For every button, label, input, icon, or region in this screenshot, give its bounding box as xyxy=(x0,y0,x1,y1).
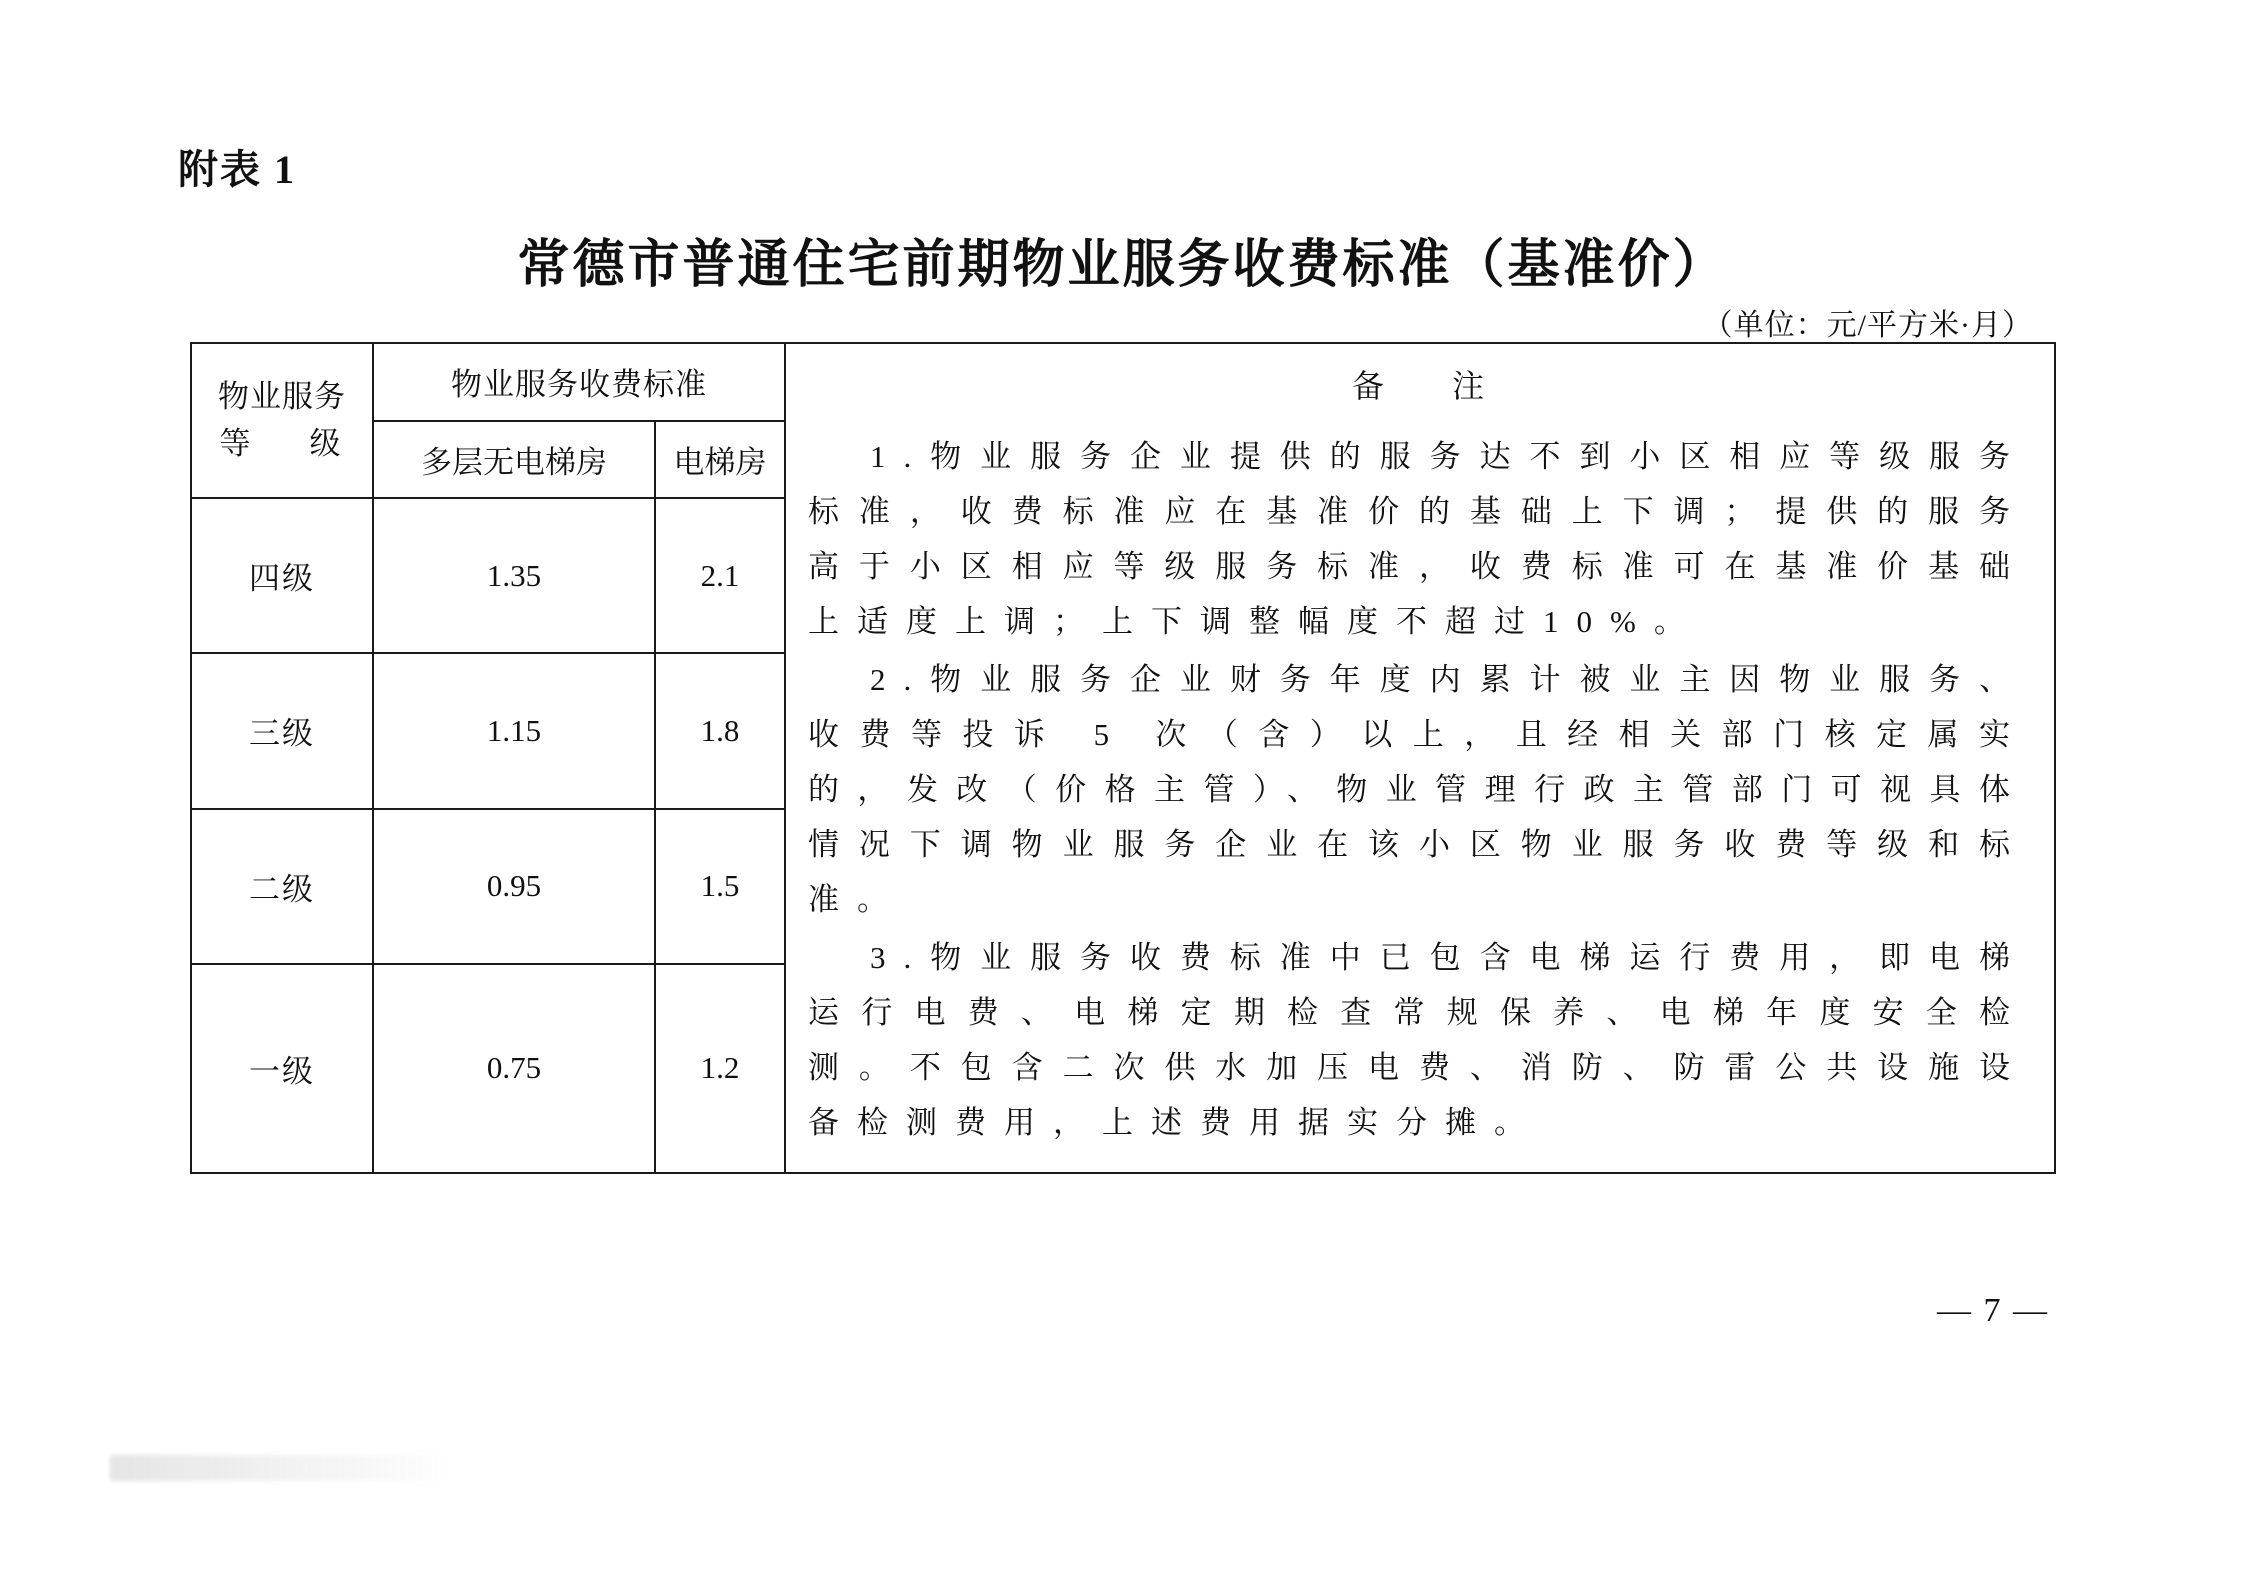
remarks-title: 备 注 xyxy=(1351,368,1502,404)
grade-value: 二级 xyxy=(191,809,373,964)
header-grade-line2: 等 级 xyxy=(219,425,355,461)
no-elevator-value: 0.95 xyxy=(373,809,655,964)
remark-item-3: 3.物业服务收费标准中已包含电梯运行费用，即电梯运行电费、电梯定期检查常规保养、电梯年度安全检测。不包含二次供水加压电费、消防、防雷公共设施设备检测费用，上述费用据实分摊。 xyxy=(808,939,2028,1141)
scan-artifact xyxy=(110,1455,440,1481)
grade-value: 三级 xyxy=(191,653,373,808)
table-header-row xyxy=(191,343,2055,421)
elevator-value: 1.5 xyxy=(655,809,785,964)
fee-standard-table xyxy=(190,342,2056,1174)
remark-item-2: 2.物业服务企业财务年度内累计被业主因物业服务、收费等投诉 5 次（含）以上，且经相关部门核定属实的，发改（价格主管）、物业管理行政主管部门可视具体情况下调物业服务企业在该小区物业服务收费等级和标准。 xyxy=(808,661,2028,918)
grade-value: 一级 xyxy=(191,964,373,1174)
no-elevator-value: 1.15 xyxy=(373,653,655,808)
elevator-value: 2.1 xyxy=(655,498,785,653)
no-elevator-value: 1.35 xyxy=(373,498,655,653)
header-elevator: 电梯房 xyxy=(655,421,785,499)
remark-item-1: 1.物业服务企业提供的服务达不到小区相应等级服务标准，收费标准应在基准价的基础上下调；提供的服务高于小区相应等级服务标准，收费标准可在基准价基础上适度上调；上下调整幅度不超过10%。 xyxy=(808,438,2028,640)
page-number: — 7 — xyxy=(1937,1292,2049,1329)
attachment-label: 附表 1 xyxy=(178,147,296,192)
page-title: 常德市普通住宅前期物业服务收费标准（基准价） xyxy=(517,237,1728,294)
header-fee-standard: 物业服务收费标准 xyxy=(373,343,785,421)
no-elevator-value: 0.75 xyxy=(373,964,655,1174)
grade-value: 四级 xyxy=(191,498,373,653)
header-no-elevator: 多层无电梯房 xyxy=(373,421,655,499)
remarks-content xyxy=(786,344,2054,1172)
remarks-cell xyxy=(785,343,2055,1173)
elevator-value: 1.8 xyxy=(655,653,785,808)
elevator-value: 1.2 xyxy=(655,964,785,1174)
unit-note: （单位：元/平方米·月） xyxy=(1702,309,2033,342)
header-grade-line1: 物业服务 xyxy=(218,379,346,415)
header-grade xyxy=(191,343,373,498)
